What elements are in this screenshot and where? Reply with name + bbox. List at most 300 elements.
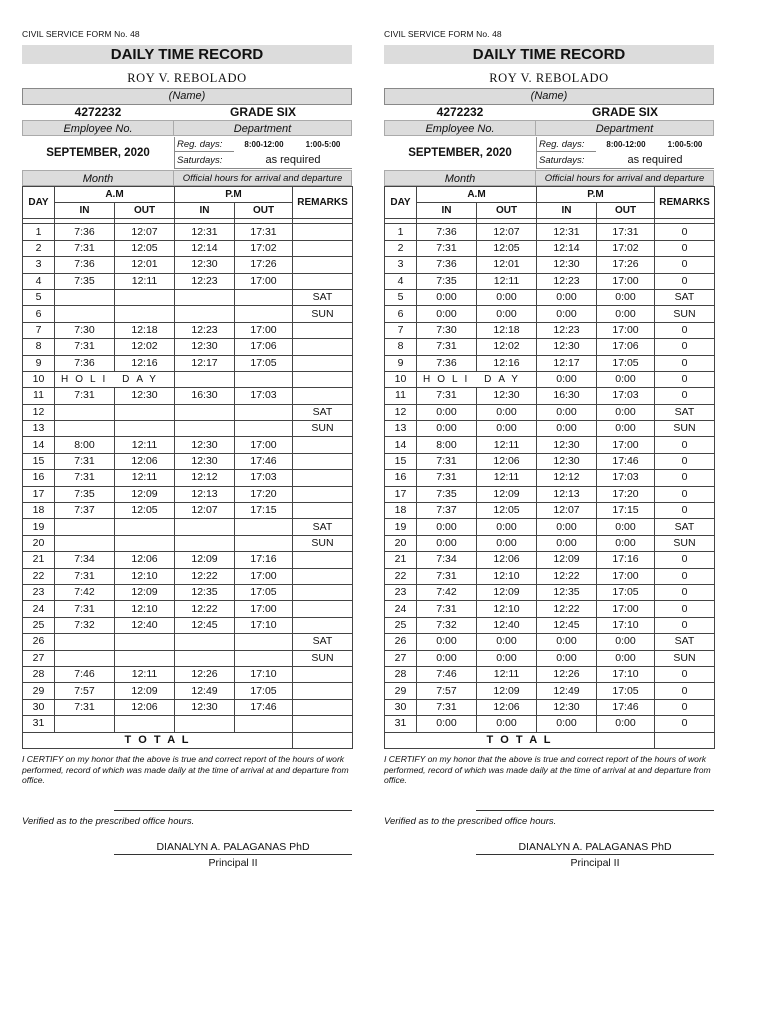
remarks-cell: 0 bbox=[655, 584, 715, 600]
day-cell: 25 bbox=[385, 617, 417, 633]
remarks-cell bbox=[293, 339, 353, 355]
table-row bbox=[23, 568, 353, 584]
pm-in-cell bbox=[175, 421, 235, 437]
day-cell: 20 bbox=[385, 535, 417, 551]
day-cell: 21 bbox=[385, 552, 417, 568]
table-row bbox=[23, 683, 353, 699]
table-row bbox=[23, 699, 353, 715]
am-in-cell: 7:31 bbox=[55, 240, 115, 256]
am-in-cell: 7:34 bbox=[417, 552, 477, 568]
table-row bbox=[385, 568, 715, 584]
pm-in-cell: 16:30 bbox=[537, 388, 597, 404]
day-cell: 23 bbox=[385, 584, 417, 600]
am-in-cell: 7:31 bbox=[417, 470, 477, 486]
am-in-cell: 0:00 bbox=[417, 650, 477, 666]
month: SEPTEMBER, 2020 bbox=[408, 147, 512, 159]
pm-out-cell: 17:10 bbox=[235, 617, 293, 633]
pm-in-cell: 0:00 bbox=[537, 519, 597, 535]
day-cell: 17 bbox=[23, 486, 55, 502]
day-cell: 9 bbox=[385, 355, 417, 371]
table-row bbox=[23, 601, 353, 617]
day-cell: 17 bbox=[385, 486, 417, 502]
reg-days-label: Reg. days: bbox=[536, 137, 596, 152]
pm-out-cell: 0:00 bbox=[597, 535, 655, 551]
day-cell: 4 bbox=[385, 273, 417, 289]
am-out-cell: 12:09 bbox=[477, 683, 537, 699]
table-row bbox=[23, 355, 353, 371]
remarks-cell bbox=[293, 568, 353, 584]
day-cell: 19 bbox=[385, 519, 417, 535]
official-hours-label: Official hours for arrival and departure bbox=[536, 170, 714, 186]
month-label: Month bbox=[22, 170, 174, 186]
remarks-cell: 0 bbox=[655, 322, 715, 338]
pm-in-cell bbox=[175, 634, 235, 650]
col-header-am: A.M bbox=[417, 187, 537, 203]
am-out-cell: 12:09 bbox=[115, 584, 175, 600]
table-row bbox=[385, 404, 715, 420]
saturdays-label: Saturdays: bbox=[174, 152, 234, 169]
am-out-cell: 0:00 bbox=[477, 306, 537, 322]
table-row bbox=[23, 716, 353, 732]
am-in-cell: 7:35 bbox=[417, 273, 477, 289]
am-out-cell: 12:10 bbox=[115, 601, 175, 617]
day-cell: 16 bbox=[23, 470, 55, 486]
day-cell: 15 bbox=[385, 453, 417, 469]
remarks-cell: 0 bbox=[655, 699, 715, 715]
am-in-cell: 7:31 bbox=[55, 470, 115, 486]
pm-in-cell: 12:09 bbox=[175, 552, 235, 568]
table-row bbox=[385, 388, 715, 404]
am-in-cell: 7:37 bbox=[55, 503, 115, 519]
am-out-cell: 0:00 bbox=[477, 634, 537, 650]
pm-in-cell bbox=[175, 519, 235, 535]
signatory-title: Principal II bbox=[570, 857, 620, 869]
day-cell: 20 bbox=[23, 535, 55, 551]
pm-out-cell bbox=[235, 716, 293, 732]
pm-out-cell bbox=[235, 404, 293, 420]
am-out-cell: 12:10 bbox=[477, 568, 537, 584]
remarks-cell bbox=[293, 716, 353, 732]
pm-in-cell: 12:30 bbox=[175, 339, 235, 355]
am-out-cell: 12:16 bbox=[115, 355, 175, 371]
table-row bbox=[23, 273, 353, 289]
pm-in-cell: 0:00 bbox=[537, 650, 597, 666]
pm-out-cell: 17:46 bbox=[597, 699, 655, 715]
table-row bbox=[23, 666, 353, 682]
am-in-cell: 7:57 bbox=[417, 683, 477, 699]
table-row bbox=[385, 519, 715, 535]
pm-in-cell: 12:45 bbox=[537, 617, 597, 633]
day-cell: 24 bbox=[385, 601, 417, 617]
am-in-cell bbox=[55, 519, 115, 535]
form-number: CIVIL SERVICE FORM No. 48 bbox=[384, 29, 502, 39]
remarks-cell: SUN bbox=[655, 535, 715, 551]
am-out-cell: 12:40 bbox=[115, 617, 175, 633]
pm-out-cell bbox=[235, 535, 293, 551]
day-cell: 28 bbox=[23, 666, 55, 682]
pm-out-cell bbox=[235, 421, 293, 437]
pm-out-cell: 17:00 bbox=[597, 568, 655, 584]
pm-out-cell: 17:00 bbox=[235, 601, 293, 617]
remarks-cell: 0 bbox=[655, 240, 715, 256]
pm-in-cell: 12:23 bbox=[175, 273, 235, 289]
pm-out-cell: 17:03 bbox=[597, 388, 655, 404]
table-row bbox=[385, 699, 715, 715]
signatory-line bbox=[114, 854, 352, 855]
am-in-cell: 0:00 bbox=[417, 716, 477, 732]
table-row bbox=[23, 339, 353, 355]
pm-out-cell: 17:05 bbox=[597, 584, 655, 600]
day-cell: 24 bbox=[23, 601, 55, 617]
day-cell: 16 bbox=[385, 470, 417, 486]
pm-in-cell: 12:23 bbox=[175, 322, 235, 338]
am-out-cell: 12:06 bbox=[115, 699, 175, 715]
pm-in-cell bbox=[175, 650, 235, 666]
am-out-cell: 12:11 bbox=[115, 470, 175, 486]
am-out-cell bbox=[115, 289, 175, 305]
am-out-cell: 12:09 bbox=[115, 486, 175, 502]
day-cell: 8 bbox=[385, 339, 417, 355]
table-body bbox=[23, 219, 353, 732]
pm-in-cell: 12:22 bbox=[537, 601, 597, 617]
remarks-cell bbox=[293, 486, 353, 502]
pm-in-cell: 12:30 bbox=[537, 339, 597, 355]
table-row bbox=[385, 634, 715, 650]
remarks-cell bbox=[293, 470, 353, 486]
remarks-cell: SUN bbox=[293, 650, 353, 666]
am-out-cell: 12:10 bbox=[115, 568, 175, 584]
day-cell: 7 bbox=[23, 322, 55, 338]
holiday-cell: HOLI DAY bbox=[55, 371, 175, 387]
pm-out-cell: 17:00 bbox=[235, 273, 293, 289]
am-out-cell: 12:40 bbox=[477, 617, 537, 633]
pm-out-cell: 17:10 bbox=[235, 666, 293, 682]
am-out-cell bbox=[115, 716, 175, 732]
am-out-cell: 0:00 bbox=[477, 716, 537, 732]
pm-in-cell: 12:49 bbox=[537, 683, 597, 699]
table-row bbox=[385, 306, 715, 322]
pm-in-cell: 12:49 bbox=[175, 683, 235, 699]
am-out-cell bbox=[115, 519, 175, 535]
day-cell: 4 bbox=[23, 273, 55, 289]
day-cell: 19 bbox=[23, 519, 55, 535]
am-in-cell: 7:31 bbox=[417, 388, 477, 404]
am-out-cell: 12:18 bbox=[477, 322, 537, 338]
header-block bbox=[384, 104, 714, 186]
table-row bbox=[23, 289, 353, 305]
pm-in-cell: 12:31 bbox=[537, 224, 597, 240]
pm-out-cell bbox=[235, 634, 293, 650]
am-in-cell: 7:32 bbox=[55, 617, 115, 633]
pm-in-cell bbox=[175, 535, 235, 551]
pm-out-cell: 17:00 bbox=[597, 273, 655, 289]
total-value bbox=[293, 732, 353, 748]
remarks-cell: SUN bbox=[655, 306, 715, 322]
pm-out-cell: 17:46 bbox=[235, 699, 293, 715]
pm-in-cell: 12:14 bbox=[175, 240, 235, 256]
table-row bbox=[23, 257, 353, 273]
am-out-cell: 12:07 bbox=[115, 224, 175, 240]
am-out-cell: 12:11 bbox=[115, 273, 175, 289]
am-in-cell bbox=[55, 634, 115, 650]
am-out-cell: 12:11 bbox=[477, 666, 537, 682]
am-in-cell: 7:31 bbox=[55, 339, 115, 355]
am-out-cell: 12:09 bbox=[477, 584, 537, 600]
time-record-table bbox=[384, 186, 715, 749]
table-row bbox=[385, 322, 715, 338]
pm-in-cell: 12:30 bbox=[537, 453, 597, 469]
remarks-cell: 0 bbox=[655, 601, 715, 617]
pm-out-cell: 17:26 bbox=[235, 257, 293, 273]
table-row bbox=[23, 650, 353, 666]
am-in-cell: 7:57 bbox=[55, 683, 115, 699]
table-row bbox=[23, 486, 353, 502]
am-out-cell: 12:09 bbox=[477, 486, 537, 502]
pm-out-cell: 0:00 bbox=[597, 421, 655, 437]
department-label: Department bbox=[174, 120, 352, 136]
name-label: (Name) bbox=[22, 88, 352, 105]
am-in-cell bbox=[55, 716, 115, 732]
pm-out-cell: 17:00 bbox=[235, 322, 293, 338]
day-cell: 14 bbox=[385, 437, 417, 453]
day-cell: 29 bbox=[23, 683, 55, 699]
month: SEPTEMBER, 2020 bbox=[46, 147, 150, 159]
col-header-remarks: REMARKS bbox=[293, 187, 353, 219]
pm-out-cell: 17:02 bbox=[597, 240, 655, 256]
am-out-cell: 0:00 bbox=[477, 519, 537, 535]
form-title: DAILY TIME RECORD bbox=[384, 45, 714, 64]
am-in-cell: 7:31 bbox=[417, 240, 477, 256]
am-out-cell: 12:02 bbox=[115, 339, 175, 355]
am-in-cell: 7:31 bbox=[55, 453, 115, 469]
pm-in-cell: 12:30 bbox=[537, 437, 597, 453]
am-out-cell: 12:01 bbox=[115, 257, 175, 273]
day-cell: 8 bbox=[23, 339, 55, 355]
am-out-cell bbox=[115, 306, 175, 322]
remarks-cell: 0 bbox=[655, 355, 715, 371]
employee-name: ROY V. REBOLADO bbox=[127, 71, 247, 85]
table-row bbox=[385, 289, 715, 305]
pm-out-cell: 17:03 bbox=[597, 470, 655, 486]
day-cell: 5 bbox=[385, 289, 417, 305]
pm-in-cell: 12:30 bbox=[175, 257, 235, 273]
day-cell: 22 bbox=[385, 568, 417, 584]
remarks-cell bbox=[293, 552, 353, 568]
pm-out-cell: 0:00 bbox=[597, 306, 655, 322]
pm-in-cell: 0:00 bbox=[537, 634, 597, 650]
am-in-cell: 0:00 bbox=[417, 306, 477, 322]
pm-out-cell: 17:05 bbox=[597, 355, 655, 371]
table-row bbox=[385, 339, 715, 355]
pm-in-cell: 12:07 bbox=[537, 503, 597, 519]
remarks-cell bbox=[293, 371, 353, 387]
pm-in-cell: 12:12 bbox=[175, 470, 235, 486]
am-out-cell: 12:09 bbox=[115, 683, 175, 699]
pm-in-cell bbox=[175, 289, 235, 305]
pm-in-cell: 12:30 bbox=[537, 257, 597, 273]
col-header-am-out: OUT bbox=[115, 203, 175, 219]
remarks-cell: SUN bbox=[293, 306, 353, 322]
day-cell: 29 bbox=[385, 683, 417, 699]
pm-out-cell: 17:20 bbox=[597, 486, 655, 502]
holiday-cell: HOLI DAY bbox=[417, 371, 537, 387]
col-header-day: DAY bbox=[23, 187, 55, 219]
pm-in-cell: 12:30 bbox=[175, 437, 235, 453]
col-header-pm-out: OUT bbox=[597, 203, 655, 219]
pm-in-cell: 12:07 bbox=[175, 503, 235, 519]
pm-in-cell: 0:00 bbox=[537, 306, 597, 322]
month-label: Month bbox=[384, 170, 536, 186]
am-out-cell: 12:06 bbox=[115, 453, 175, 469]
remarks-cell: 0 bbox=[655, 388, 715, 404]
am-out-cell: 0:00 bbox=[477, 535, 537, 551]
table-row bbox=[385, 470, 715, 486]
remarks-cell: SAT bbox=[655, 519, 715, 535]
day-cell: 25 bbox=[23, 617, 55, 633]
remarks-cell: 0 bbox=[655, 224, 715, 240]
remarks-cell: 0 bbox=[655, 552, 715, 568]
am-in-cell: 7:36 bbox=[417, 257, 477, 273]
pm-in-cell: 12:23 bbox=[537, 273, 597, 289]
am-in-cell: 7:31 bbox=[55, 388, 115, 404]
day-cell: 13 bbox=[385, 421, 417, 437]
remarks-cell: 0 bbox=[655, 716, 715, 732]
remarks-cell bbox=[293, 224, 353, 240]
pm-out-cell: 17:03 bbox=[235, 388, 293, 404]
remarks-cell bbox=[293, 617, 353, 633]
am-in-cell: 7:31 bbox=[417, 601, 477, 617]
remarks-cell bbox=[293, 453, 353, 469]
day-cell: 6 bbox=[23, 306, 55, 322]
pm-in-cell: 12:26 bbox=[175, 666, 235, 682]
pm-in-cell: 12:30 bbox=[175, 699, 235, 715]
pm-out-cell: 17:06 bbox=[235, 339, 293, 355]
day-cell: 26 bbox=[23, 634, 55, 650]
day-cell: 3 bbox=[23, 257, 55, 273]
table-row bbox=[23, 306, 353, 322]
am-in-cell: 7:35 bbox=[417, 486, 477, 502]
remarks-cell: 0 bbox=[655, 339, 715, 355]
remarks-cell: SUN bbox=[293, 535, 353, 551]
total-row bbox=[23, 732, 353, 748]
remarks-cell bbox=[293, 355, 353, 371]
pm-out-cell: 0:00 bbox=[597, 289, 655, 305]
table-row bbox=[385, 584, 715, 600]
am-out-cell: 12:16 bbox=[477, 355, 537, 371]
am-out-cell: 0:00 bbox=[477, 421, 537, 437]
pm-in-cell: 12:09 bbox=[537, 552, 597, 568]
certification-text: I CERTIFY on my honor that the above is true and correct report of the hours of work performed, record of which was made daily at the time of arrival at and departure from office. bbox=[22, 754, 349, 785]
day-cell: 2 bbox=[385, 240, 417, 256]
pm-out-cell: 17:06 bbox=[597, 339, 655, 355]
table-row bbox=[385, 257, 715, 273]
pm-in-cell: 12:26 bbox=[537, 666, 597, 682]
am-in-cell: 7:42 bbox=[417, 584, 477, 600]
day-cell: 28 bbox=[385, 666, 417, 682]
pm-in-cell: 12:12 bbox=[537, 470, 597, 486]
pm-out-cell: 17:05 bbox=[235, 584, 293, 600]
remarks-cell bbox=[293, 437, 353, 453]
day-cell: 21 bbox=[23, 552, 55, 568]
am-in-cell: 7:42 bbox=[55, 584, 115, 600]
table-row bbox=[385, 650, 715, 666]
pm-out-cell: 17:05 bbox=[597, 683, 655, 699]
table-row bbox=[23, 453, 353, 469]
table-row bbox=[23, 552, 353, 568]
table-row bbox=[385, 437, 715, 453]
am-in-cell: 7:34 bbox=[55, 552, 115, 568]
remarks-cell bbox=[293, 388, 353, 404]
am-in-cell: 7:32 bbox=[417, 617, 477, 633]
col-header-pm-in: IN bbox=[537, 203, 597, 219]
remarks-cell: SAT bbox=[293, 519, 353, 535]
am-in-cell bbox=[55, 404, 115, 420]
department: GRADE SIX bbox=[591, 105, 658, 119]
pm-in-cell: 12:13 bbox=[175, 486, 235, 502]
pm-in-cell: 12:17 bbox=[537, 355, 597, 371]
pm-out-cell: 17:31 bbox=[235, 224, 293, 240]
am-out-cell bbox=[115, 535, 175, 551]
am-in-cell: 7:31 bbox=[55, 699, 115, 715]
am-out-cell: 12:11 bbox=[477, 273, 537, 289]
day-cell: 27 bbox=[385, 650, 417, 666]
signatory-title: Principal II bbox=[208, 857, 258, 869]
am-out-cell: 12:02 bbox=[477, 339, 537, 355]
form-number: CIVIL SERVICE FORM No. 48 bbox=[22, 29, 140, 39]
day-cell: 1 bbox=[23, 224, 55, 240]
day-cell: 2 bbox=[23, 240, 55, 256]
am-out-cell: 12:30 bbox=[477, 388, 537, 404]
day-cell: 22 bbox=[23, 568, 55, 584]
remarks-cell bbox=[293, 240, 353, 256]
pm-in-cell: 12:35 bbox=[537, 584, 597, 600]
pm-in-cell: 12:22 bbox=[175, 601, 235, 617]
pm-in-cell: 0:00 bbox=[537, 404, 597, 420]
pm-out-cell: 17:05 bbox=[235, 355, 293, 371]
total-label: T O T A L bbox=[23, 732, 293, 748]
pm-in-cell: 12:13 bbox=[537, 486, 597, 502]
am-in-cell: 7:31 bbox=[55, 601, 115, 617]
pm-out-cell bbox=[235, 289, 293, 305]
pm-in-cell: 12:22 bbox=[537, 568, 597, 584]
signatory-line bbox=[476, 854, 714, 855]
am-out-cell: 0:00 bbox=[477, 404, 537, 420]
day-cell: 14 bbox=[23, 437, 55, 453]
table-row bbox=[385, 486, 715, 502]
remarks-cell bbox=[293, 257, 353, 273]
col-header-am-in: IN bbox=[417, 203, 477, 219]
am-in-cell: 7:35 bbox=[55, 273, 115, 289]
remarks-cell: 0 bbox=[655, 371, 715, 387]
saturdays-value: as required bbox=[596, 152, 714, 169]
am-in-cell bbox=[55, 535, 115, 551]
pm-in-cell: 12:45 bbox=[175, 617, 235, 633]
reg-days-pm: 1:00-5:00 bbox=[667, 140, 703, 149]
table-row bbox=[385, 355, 715, 371]
am-in-cell: 7:31 bbox=[417, 699, 477, 715]
am-in-cell: 0:00 bbox=[417, 421, 477, 437]
am-in-cell: 7:36 bbox=[55, 355, 115, 371]
table-row bbox=[23, 322, 353, 338]
official-hours-label: Official hours for arrival and departure bbox=[174, 170, 352, 186]
time-record-table bbox=[22, 186, 353, 749]
reg-days-pm: 1:00-5:00 bbox=[305, 140, 341, 149]
remarks-cell bbox=[293, 322, 353, 338]
table-body bbox=[385, 219, 715, 732]
am-in-cell bbox=[55, 289, 115, 305]
pm-in-cell: 0:00 bbox=[537, 289, 597, 305]
am-out-cell: 0:00 bbox=[477, 650, 537, 666]
